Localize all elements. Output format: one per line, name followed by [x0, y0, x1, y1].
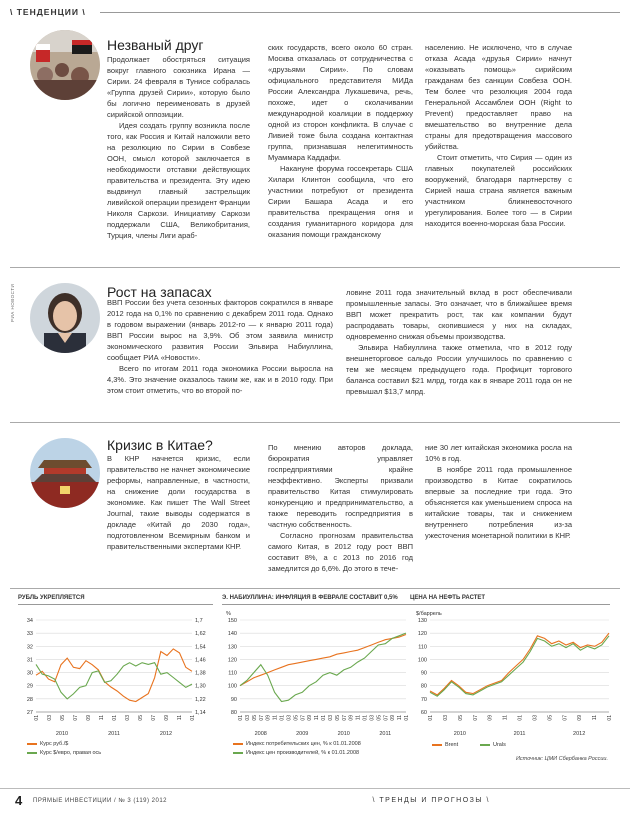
x-tick-label: 01: [517, 715, 524, 721]
chart-oil: [410, 608, 615, 738]
divider: [10, 267, 620, 268]
chart-3-title: ЦЕНА НА НЕФТЬ РАСТЕТ: [410, 595, 486, 601]
gdp-col-1: [107, 297, 333, 396]
legend-item: Urals: [480, 742, 506, 748]
chart-2-title: Э. НАБИУЛЛИНА: ИНФЛЯЦИЯ В ФЕВРАЛЕ СОСТАВИТ 0,5%: [222, 595, 398, 601]
x-tick-label: 03: [286, 715, 293, 721]
x-tick-label: 03: [244, 715, 251, 721]
divider: [10, 588, 620, 589]
china-col-3: [425, 442, 572, 541]
source-note: Источник: ЦМИ Сбербанка России.: [515, 756, 608, 762]
y-axis-label: $/баррель: [416, 611, 442, 617]
x-tick-label: 09: [164, 715, 170, 721]
x-tick-label: 03: [532, 715, 539, 721]
x-tick-label: 01: [34, 715, 40, 721]
chart-rule: [410, 604, 610, 605]
headline-gdp: Рост на запасах: [107, 284, 212, 300]
y-right-tick-label: 1,54: [195, 644, 206, 651]
x-tick-label: 01: [190, 715, 196, 721]
china-col-2: [268, 442, 413, 574]
x-tick-label: 03: [369, 715, 376, 721]
paragraph: В КНР начнется кризис, если правительство не начнет экономические реформы, направленные, в частности, на снижение доли государства в экономике. Как пишет The Wall Street Journal, такие выводы содержатся в докладе «Китай до 2030 года», подготовленном Всемирным банком и правительственными экспертами КНР.: [107, 454, 250, 551]
x-tick-label: 11: [355, 715, 362, 721]
y-right-tick-label: 1,30: [195, 683, 206, 690]
x-tick-label: 05: [138, 715, 144, 721]
x-tick-label: 03: [125, 715, 131, 721]
y-tick-label: 60: [420, 710, 427, 716]
y-tick-label: 34: [26, 618, 33, 624]
y-tick-label: 100: [227, 683, 237, 690]
x-tick-label: 09: [390, 715, 397, 721]
series-line-2: [240, 633, 406, 701]
chart-1-title: РУБЛЬ УКРЕПЛЯЕТСЯ: [18, 595, 85, 601]
y-tick-label: 150: [227, 618, 237, 624]
y-tick-label: 90: [420, 670, 427, 677]
y-tick-label: 130: [227, 644, 237, 651]
x-tick-label: 05: [334, 715, 341, 721]
paragraph: Согласно прогнозам правительства самого Китая, в 2012 году рост ВВП составит 8%, а с 2013 по 2016 год замедлится до 6,6%. До этого в тече-: [268, 531, 413, 573]
paragraph: Продолжает обостряться ситуация вокруг главного союзника Ирана — Сирии. 24 февраля в Тунисе собралась «Группа друзей Сирии», которую было бы логично переименовать в друзей сирийской оппозиции.: [107, 55, 250, 119]
china-col-1: [107, 453, 250, 552]
y-right-tick-label: 1,22: [195, 696, 206, 703]
paragraph: ловине 2011 года значительный вклад в рост обеспечивали промышленные запасы. Это означает, что в ближайшее время ВВП может прекратить рост, так как компании будут распродавать товары, скопившиеся у них на складах, одновременно снижая объемы производства.: [346, 288, 572, 341]
legend-item: Курс $/евро, правая ось: [27, 750, 101, 756]
headline-china: Кризис в Китае?: [107, 437, 213, 453]
section-rule: [100, 12, 620, 13]
syria-col-3: [425, 42, 572, 229]
y-tick-label: 30: [26, 670, 33, 677]
y-tick-label: 32: [26, 644, 33, 651]
x-tick-label: 01: [112, 715, 118, 721]
x-tick-label: 07: [341, 715, 348, 721]
paragraph: Эльвира Набиуллина также отметила, что в 2012 году внешнеторговое сальдо России улучшилось по сравнению с тем же месяцем предыдущего года. Профицит торгового баланса составил $21 млрд, тогда как в январе 2011 года он не превышал $13,7 млрд.: [346, 343, 572, 396]
syria-photo: [30, 30, 100, 100]
x-tick-label: 11: [502, 715, 509, 721]
magazine-name: ПРЯМЫЕ ИНВЕСТИЦИИ / № 3 (119) 2012: [33, 798, 168, 804]
x-tick-label: 07: [472, 715, 479, 721]
page-number: 4: [15, 793, 23, 808]
x-tick-label: 11: [177, 715, 183, 721]
divider: [10, 422, 620, 423]
y-tick-label: 29: [26, 683, 33, 690]
x-tick-label: 09: [577, 715, 584, 721]
paragraph: Всего по итогам 2011 года экономика России выросла на 4,3%. Это значение оказалось таким же, как и в 2010 году. При этом стоит отметить, что во второй по-: [107, 364, 333, 395]
year-label: 2010: [337, 731, 350, 737]
x-tick-label: 07: [562, 715, 569, 721]
y-tick-label: 130: [417, 618, 427, 624]
series-line-1: [240, 635, 406, 686]
x-tick-label: 01: [321, 715, 327, 721]
chart-ruble: [18, 608, 218, 738]
y-right-tick-label: 1,7: [195, 618, 203, 624]
x-tick-label: 09: [348, 715, 355, 721]
x-tick-label: 09: [487, 715, 494, 721]
x-tick-label: 09: [86, 715, 92, 721]
x-tick-label: 11: [592, 715, 599, 721]
year-label: 2010: [453, 731, 466, 737]
x-tick-label: 01: [428, 715, 434, 721]
chart-inflation: [222, 608, 412, 738]
footer-section: \ ТРЕНДЫ И ПРОГНОЗЫ \: [372, 797, 490, 804]
year-label: 2011: [379, 731, 392, 737]
y-right-tick-label: 1,62: [195, 631, 206, 638]
series-line-2: [430, 636, 609, 696]
legend-item: Курс руб./$: [27, 741, 68, 747]
y-tick-label: 100: [417, 657, 427, 664]
year-label: 2010: [55, 731, 69, 737]
paragraph: ских государств, всего около 60 стран. Москва отказалась от сотрудничества с «друзьями Сирии». По словам официального представителя МИДа России Александра Лукашевича, речь, похоже, идет о сколачивании международной коалиции в поддержку одной из сторон конфликта. В случае с Ливией тоже была создана контактная группа, признавшая нелегитимность Муаммара Каддафи.: [268, 43, 413, 162]
x-tick-label: 07: [73, 715, 79, 721]
paragraph: По мнению авторов доклада, бюрократия управляет госпредприятиями крайне неэффективно. Эксперты призвали правительство Китая стимулировать конкуренцию и предпринимательство, а также переводить госпредприятия в частную собственность.: [268, 443, 413, 529]
y-right-tick-label: 1,38: [195, 670, 206, 677]
y-tick-label: 31: [26, 657, 33, 664]
y-tick-label: 27: [26, 710, 33, 716]
y-tick-label: 70: [420, 696, 427, 703]
x-tick-label: 01: [404, 715, 410, 721]
x-tick-label: 03: [442, 715, 449, 721]
paragraph: Стоит отметить, что Сирия — один из главных покупателей российских вооружений, благодаря партнерству с Сирией наша страна является важным участником ближневосточного урегулирования. Более того — в Сирии находится военно-морская база России.: [425, 153, 572, 228]
y-right-tick-label: 1,46: [195, 657, 206, 664]
paragraph: ВВП России без учета сезонных факторов сократился в январе 2012 года на 0,1% по сравнению с декабрем 2011 года. Однако в годовом выражении (январь 2012-го — к январю 2011 года) ВВП России вырос на 3,9%. Об этом заявила министр экономического развития России Эльвира Набиуллина, сообщает РИА «Новости».: [107, 298, 333, 362]
section-title: \ ТЕНДЕНЦИИ \: [10, 7, 86, 17]
y-right-tick-label: 1,14: [195, 710, 206, 716]
x-tick-label: 07: [383, 715, 390, 721]
year-label: 2009: [296, 731, 309, 737]
y-tick-label: 110: [228, 670, 237, 677]
year-label: 2011: [108, 731, 120, 737]
chart-rule: [222, 604, 417, 605]
year-label: 2008: [254, 731, 267, 737]
paragraph: Накануне форума госсекретарь США Хилари Клинтон сообщила, что его участники потребуют от президента Сирии Башара Асада и его правительства прекращения огня и создания гуманитарного коридора для оказания помощи гражданскому: [268, 164, 413, 239]
x-tick-label: 03: [47, 715, 53, 721]
x-tick-label: 05: [251, 715, 258, 721]
page-footer: [0, 788, 630, 820]
x-tick-label: 01: [362, 715, 369, 721]
y-tick-label: 80: [230, 710, 237, 716]
photo-credit: РИА НОВОСТИ: [10, 283, 15, 322]
y-tick-label: 90: [230, 696, 237, 703]
x-tick-label: 07: [151, 715, 157, 721]
headline-syria: Незваный друг: [107, 37, 204, 53]
paragraph: В ноябре 2011 года промышленное производство в Китае сократилось впервые за последние три года. Это объясняется как уменьшением спроса на китайские товары, так и снижением внутреннего потребления из-за ужесточения монетарной политики в КНР.: [425, 465, 572, 540]
y-tick-label: 120: [227, 657, 237, 664]
y-tick-label: 140: [227, 631, 237, 638]
x-tick-label: 11: [272, 715, 279, 721]
y-tick-label: 33: [26, 631, 33, 638]
y-tick-label: 110: [418, 644, 427, 651]
legend-item: Индекс потребительских цен, % к 01.01.2008: [233, 741, 361, 747]
x-tick-label: 07: [300, 715, 307, 721]
y-tick-label: 28: [26, 696, 33, 703]
x-tick-label: 01: [238, 715, 244, 721]
nabiullina-photo: [30, 283, 100, 353]
series-line-1: [36, 649, 192, 702]
x-tick-label: 05: [293, 715, 300, 721]
x-tick-label: 03: [327, 715, 334, 721]
gdp-col-2: [346, 287, 572, 397]
x-tick-label: 09: [265, 715, 272, 721]
china-photo: [30, 438, 100, 508]
x-tick-label: 07: [258, 715, 265, 721]
y-axis-label: %: [226, 611, 231, 617]
paragraph: Идея создать группу возникла после того, как Россия и Китай наложили вето на резолюцию по Сирии в Совбезе ООН, смысл которой заключается в необходимости отставки действующих правительства и президента. Эту идею выдвинул главный застрельщик ливийской операции президент Франции Николя Саркози. Инициативу Саркози поддержали США, Великобритания, Турция, члены Лиги араб-: [107, 121, 250, 240]
y-tick-label: 120: [417, 631, 427, 638]
year-label: 2011: [513, 731, 526, 737]
year-label: 2012: [159, 731, 173, 737]
y-tick-label: 80: [420, 683, 427, 690]
chart-rule: [18, 604, 213, 605]
x-tick-label: 05: [547, 715, 554, 721]
year-label: 2012: [573, 731, 586, 737]
x-tick-label: 05: [376, 715, 383, 721]
x-tick-label: 09: [307, 715, 314, 721]
x-tick-label: 05: [60, 715, 66, 721]
x-tick-label: 05: [457, 715, 464, 721]
x-tick-label: 11: [314, 715, 321, 721]
x-tick-label: 01: [279, 715, 286, 721]
paragraph: населению. Не исключено, что в случае отказа Асада «друзья Сирии» начнут «оказывать помощь» сирийским гражданам без санкции Совбеза ООН. Тем более что резолюция 2004 года Генеральной Ассамблеи ООН (Right to Prevent) предоставляет право на вмешательство во внутренние дела страны для предотвращения массового убийства.: [425, 43, 572, 151]
x-tick-label: 11: [99, 715, 105, 721]
paragraph: ние 30 лет китайская экономика росла на 10% в год.: [425, 443, 572, 463]
x-tick-label: 11: [397, 715, 404, 721]
syria-col-1: [107, 54, 250, 241]
syria-col-2: [268, 42, 413, 240]
x-tick-label: 01: [607, 715, 613, 721]
legend-item: Индекс цен производителей, % к 01.01.2008: [233, 750, 359, 756]
legend-item: Brent: [432, 742, 458, 748]
